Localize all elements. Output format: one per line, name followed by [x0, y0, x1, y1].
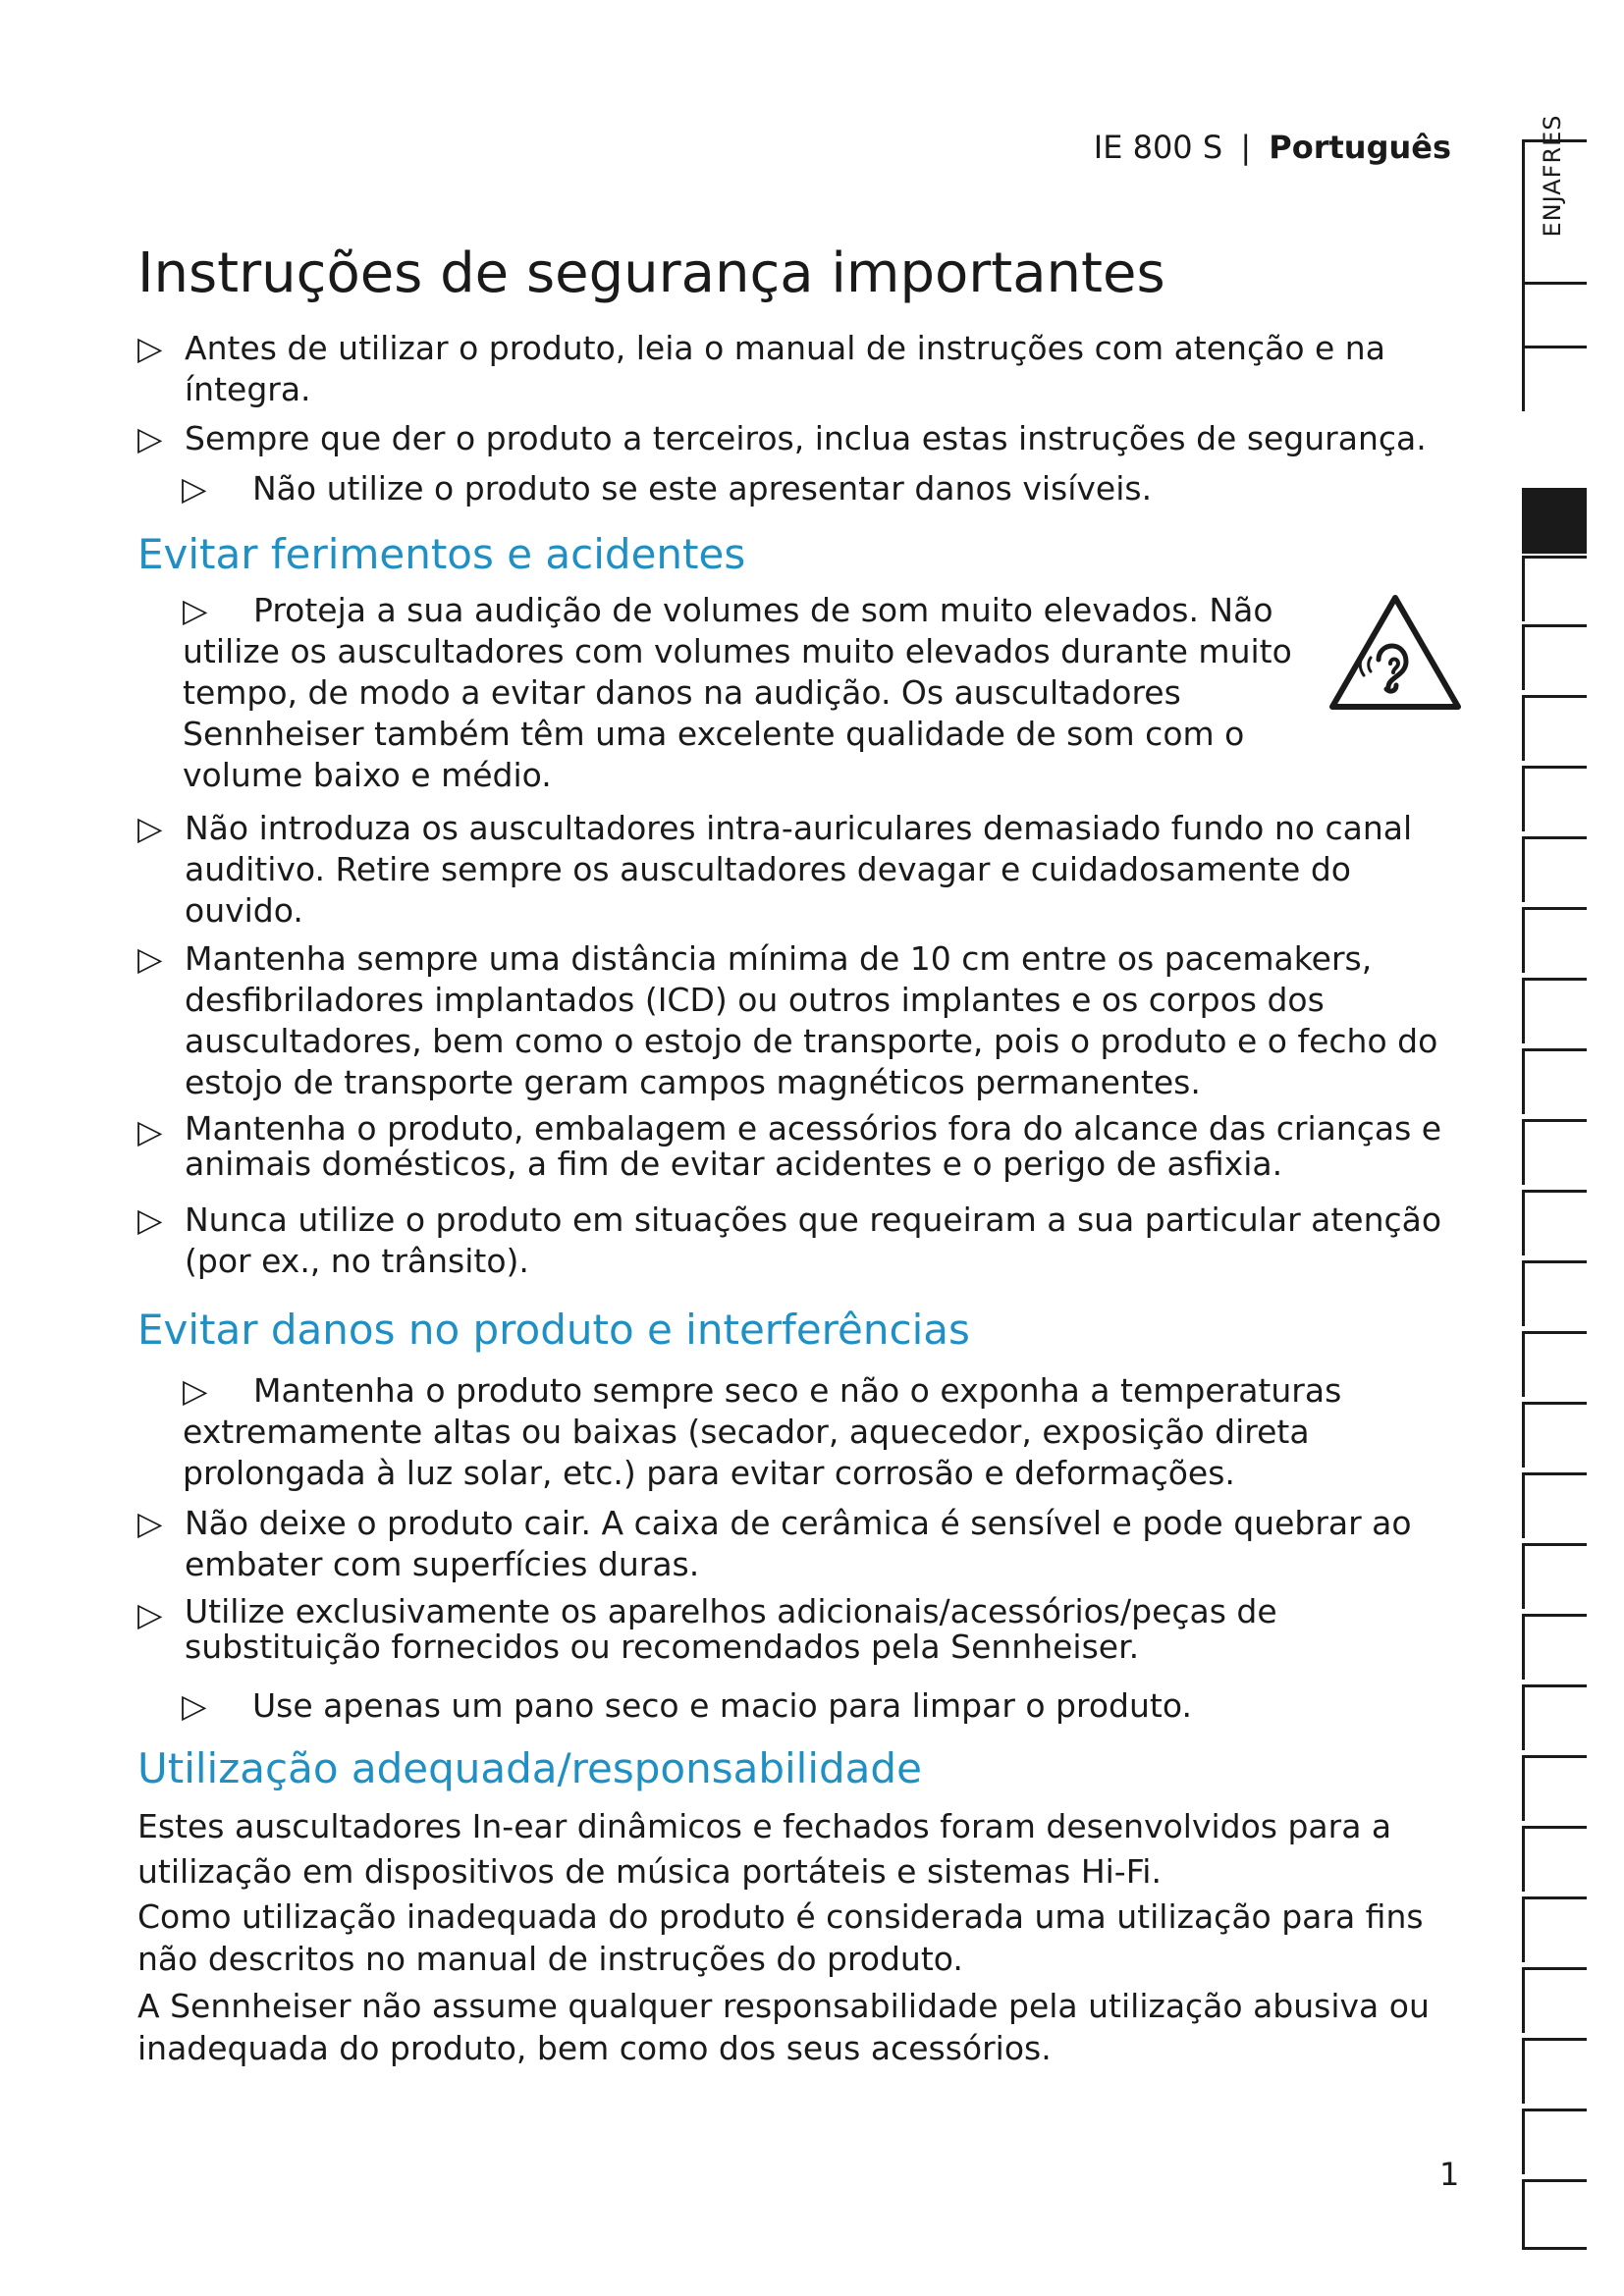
section-heading-injuries: Evitar ferimentos e acidentes [137, 530, 746, 578]
list-item: ▷ Proteja a sua audição de volumes de som muito elevados. Não utilize os auscultadores com volumes muito elevados durante muito tempo, de modo a evitar danos na audição. Os auscultadores Sennheiser também têm uma excelente qualidade de som com o volume baixo e médio. [183, 591, 1292, 794]
triangle-bullet-icon: ▷ [183, 1371, 208, 1410]
side-tab[interactable] [1522, 624, 1587, 690]
list-item: ▷ Não deixe o produto cair. A caixa de cerâmica é sensível e pode quebrar ao embater com superfícies duras. [137, 1504, 1412, 1583]
side-tab-divider [1522, 488, 1587, 491]
list-item: ▷ Mantenha o produto, embalagem e acessórios fora do alcance das crianças e animais domésticos, a fim de evitar acidentes e o perigo de asfixia. [137, 1109, 1442, 1183]
triangle-bullet-icon: ▷ [137, 1595, 163, 1633]
side-tab[interactable] [1522, 1472, 1587, 1538]
side-tab[interactable] [1522, 282, 1587, 347]
side-tab[interactable] [1522, 556, 1587, 621]
side-tab[interactable] [1522, 1119, 1587, 1185]
intro-item: ▷ Sempre que der o produto a terceiros, inclua estas instruções de segurança. [137, 419, 1427, 457]
triangle-bullet-icon: ▷ [137, 1201, 163, 1239]
side-tab[interactable] [1522, 1048, 1587, 1114]
list-item: ▷ Nunca utilize o produto em situações que requeiram a sua particular atenção (por ex., no trânsito). [137, 1201, 1442, 1280]
side-tab[interactable] [1522, 1543, 1587, 1609]
side-tab[interactable] [1522, 1967, 1587, 2033]
triangle-bullet-icon: ▷ [137, 419, 163, 457]
triangle-bullet-icon: ▷ [182, 1686, 207, 1725]
side-tab[interactable] [1522, 1260, 1587, 1326]
list-item: ▷ Mantenha o produto sempre seco e não o exponha a temperaturas extremamente altas ou baixas (secador, aquecedor, exposição direta prolongada à luz solar, etc.) para evitar corrosão e deformações. [183, 1371, 1342, 1492]
triangle-bullet-icon: ▷ [183, 591, 208, 629]
side-tab[interactable] [1522, 2038, 1587, 2104]
side-tab[interactable] [1522, 2179, 1587, 2250]
side-tab[interactable] [1522, 346, 1587, 411]
side-tab[interactable] [1522, 907, 1587, 973]
side-tab[interactable] [1522, 1614, 1587, 1680]
side-tab[interactable] [1522, 695, 1587, 761]
list-item: ▷ Use apenas um pano seco e macio para limpar o produto. [182, 1686, 1192, 1725]
side-tab[interactable] [1522, 836, 1587, 902]
section-heading-usage: Utilização adequada/responsabilidade [137, 1744, 922, 1792]
usage-paragraph: Estes auscultadores In-ear dinâmicos e fechados foram desenvolvidos para a utilização em dispositivos de música portáteis e sistemas Hi-Fi. [137, 1807, 1392, 1891]
hearing-warning-icon [1327, 593, 1463, 713]
side-tab[interactable] [1522, 766, 1587, 831]
side-tab[interactable] [1522, 1402, 1587, 1468]
side-tab[interactable] [1522, 1755, 1587, 1821]
usage-paragraph: Como utilização inadequada do produto é considerada uma utilização para fins não descritos no manual de instruções do produto. [137, 1897, 1424, 1978]
side-tab[interactable] [1522, 139, 1587, 286]
side-tab[interactable] [1522, 1190, 1587, 1255]
side-language-label: ENJAFRES [1539, 113, 1566, 238]
side-tab[interactable] [1522, 2109, 1587, 2174]
triangle-bullet-icon: ▷ [137, 809, 163, 847]
page-number: 1 [1439, 2156, 1460, 2193]
intro-item: ▷ Não utilize o produto se este apresentar danos visíveis. [182, 469, 1153, 507]
page-title: Instruções de segurança importantes [137, 241, 1165, 305]
product-name: IE 800 S [1093, 129, 1223, 166]
side-tab[interactable] [1522, 1331, 1587, 1397]
usage-paragraph: A Sennheiser não assume qualquer responsabilidade pela utilização abusiva ou inadequada do produto, bem como dos seus acessórios. [137, 1987, 1430, 2067]
page-header [1094, 129, 1451, 166]
side-tab[interactable] [1522, 1826, 1587, 1892]
side-tab[interactable] [1522, 978, 1587, 1043]
list-item: ▷ Utilize exclusivamente os aparelhos adicionais/acessórios/peças de substituição fornecidos ou recomendados pela Sennheiser. [137, 1592, 1277, 1666]
triangle-bullet-icon: ▷ [182, 469, 207, 507]
triangle-bullet-icon: ▷ [137, 329, 163, 367]
triangle-bullet-icon: ▷ [137, 1504, 163, 1542]
side-tab[interactable] [1522, 1896, 1587, 1962]
list-item: ▷ Não introduza os auscultadores intra-auriculares demasiado fundo no canal auditivo. Retire sempre os auscultadores devagar e cuidadosamente do ouvido. [137, 809, 1413, 930]
triangle-bullet-icon: ▷ [137, 1112, 163, 1150]
side-tab-active[interactable] [1522, 488, 1587, 554]
list-item: ▷ Mantenha sempre uma distância mínima de 10 cm entre os pacemakers, desfibriladores implantados (ICD) ou outros implantes e os corpos dos auscultadores, bem como o estojo de transporte, pois o produto e o fecho do estojo de transporte geram campos magnéticos permanentes. [137, 939, 1438, 1101]
intro-item: ▷ Antes de utilizar o produto, leia o manual de instruções com atenção e na íntegra. [137, 329, 1385, 408]
side-tab[interactable] [1522, 1684, 1587, 1750]
section-heading-damage: Evitar danos no produto e interferências [137, 1306, 970, 1354]
triangle-bullet-icon: ▷ [137, 939, 163, 978]
header-language: Português [1269, 129, 1451, 166]
header-separator: | [1240, 129, 1252, 166]
